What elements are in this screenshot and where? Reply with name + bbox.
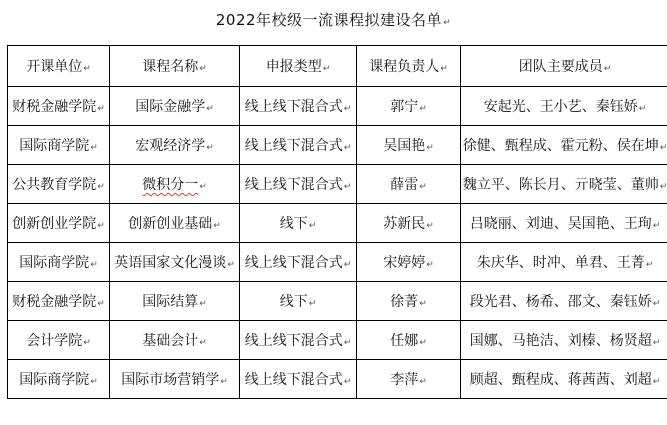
cell-text: 线上线下混合式 — [244, 333, 343, 349]
cell-text: 公共教育学院 — [12, 177, 97, 193]
header-label: 申报类型 — [265, 59, 322, 75]
paragraph-mark-icon: ↵ — [199, 64, 207, 74]
cell-unit — [8, 204, 110, 243]
paragraph-mark-icon: ↵ — [97, 182, 105, 192]
paragraph-mark-icon: ↵ — [90, 260, 98, 270]
table-row — [8, 282, 667, 321]
cell-course — [110, 243, 240, 282]
header-cell-lead — [357, 46, 461, 87]
cell-text: 创新创业基础 — [128, 216, 213, 232]
cell-text: 线上线下混合式 — [244, 177, 343, 193]
cell-lead — [357, 165, 461, 204]
table-row — [8, 321, 667, 360]
paragraph-mark-icon: ↵ — [419, 377, 427, 387]
cell-text: 薛雷 — [390, 177, 419, 193]
cell-text: 微积分一 — [142, 177, 199, 193]
cell-text: 郭宁 — [390, 99, 419, 115]
cell-unit — [8, 321, 110, 360]
cell-text: 段光君、杨希、邵文、秦钰娇 — [469, 294, 652, 310]
cell-lead — [357, 360, 461, 399]
cell-members — [461, 243, 667, 282]
header-label: 课程负责人 — [369, 59, 440, 75]
paragraph-mark-icon: ↵ — [443, 18, 452, 28]
cell-type — [240, 243, 357, 282]
paragraph-mark-icon: ↵ — [343, 338, 352, 348]
cell-text: 李萍 — [390, 372, 419, 388]
table-row — [8, 243, 667, 282]
paragraph-mark-icon: ↵ — [97, 104, 105, 114]
cell-text: 顾超、甄程成、蒋茜茜、刘超 — [469, 372, 652, 388]
paragraph-mark-icon: ↵ — [603, 64, 612, 74]
cell-lead — [357, 282, 461, 321]
cell-text: 国娜、马艳洁、刘榛、杨贤超 — [469, 333, 652, 349]
paragraph-mark-icon: ↵ — [308, 299, 317, 309]
cell-type — [240, 126, 357, 165]
cell-course — [110, 321, 240, 360]
cell-text: 国际金融学 — [135, 99, 206, 115]
cell-unit — [8, 360, 110, 399]
table-row — [8, 165, 667, 204]
document-title — [0, 9, 667, 30]
cell-lead — [357, 126, 461, 165]
cell-type — [240, 165, 357, 204]
paragraph-mark-icon: ↵ — [652, 377, 661, 387]
cell-text: 基础会计 — [142, 333, 199, 349]
cell-course — [110, 165, 240, 204]
cell-text: 线上线下混合式 — [244, 99, 343, 115]
cell-text: 线下 — [279, 216, 308, 232]
cell-text: 会计学院 — [26, 333, 83, 349]
cell-members — [461, 87, 667, 126]
cell-members — [461, 126, 667, 165]
paragraph-mark-icon: ↵ — [426, 221, 434, 231]
cell-type — [240, 282, 357, 321]
table-row — [8, 360, 667, 399]
cell-course — [110, 360, 240, 399]
cell-unit — [8, 126, 110, 165]
paragraph-mark-icon: ↵ — [199, 182, 207, 192]
cell-text: 吕晓丽、刘迪、吴国艳、王珣 — [469, 216, 652, 232]
cell-text: 创新创业学院 — [12, 216, 97, 232]
cell-text: 吴国艳 — [383, 138, 426, 154]
cell-text: 魏立平、陈长月、亓晓莹、董帅 — [462, 177, 659, 193]
cell-text: 徐健、甄程成、霍元粉、侯在坤 — [462, 138, 659, 154]
paragraph-mark-icon: ↵ — [645, 260, 654, 270]
paragraph-mark-icon: ↵ — [199, 338, 207, 348]
cell-members — [461, 282, 667, 321]
paragraph-mark-icon: ↵ — [440, 64, 448, 74]
paragraph-mark-icon: ↵ — [419, 182, 427, 192]
cell-type — [240, 321, 357, 360]
cell-text: 财税金融学院 — [12, 294, 97, 310]
cell-text: 英语国家文化漫谈 — [114, 255, 227, 271]
cell-course — [110, 282, 240, 321]
paragraph-mark-icon: ↵ — [213, 221, 221, 231]
cell-text: 苏新民 — [383, 216, 426, 232]
paragraph-mark-icon: ↵ — [659, 182, 667, 192]
cell-text: 国际市场营销学 — [121, 372, 220, 388]
header-cell-members — [461, 46, 667, 87]
header-label: 团队主要成员 — [518, 59, 603, 75]
paragraph-mark-icon: ↵ — [343, 143, 352, 153]
table-row — [8, 204, 667, 243]
paragraph-mark-icon: ↵ — [343, 104, 352, 114]
paragraph-mark-icon: ↵ — [90, 143, 98, 153]
cell-lead — [357, 204, 461, 243]
cell-course — [110, 126, 240, 165]
cell-unit — [8, 282, 110, 321]
paragraph-mark-icon: ↵ — [220, 377, 228, 387]
cell-lead — [357, 87, 461, 126]
paragraph-mark-icon: ↵ — [308, 221, 317, 231]
cell-text: 国际商学院 — [19, 255, 90, 271]
table-header-row — [8, 46, 667, 87]
cell-course — [110, 87, 240, 126]
cell-members — [461, 165, 667, 204]
paragraph-mark-icon: ↵ — [426, 143, 434, 153]
cell-text: 宏观经济学 — [135, 138, 206, 154]
cell-text: 徐菁 — [390, 294, 419, 310]
paragraph-mark-icon: ↵ — [199, 299, 207, 309]
table-row — [8, 126, 667, 165]
paragraph-mark-icon: ↵ — [206, 104, 214, 114]
paragraph-mark-icon: ↵ — [97, 299, 105, 309]
paragraph-mark-icon: ↵ — [419, 338, 427, 348]
header-label: 开课单位 — [26, 59, 83, 75]
paragraph-mark-icon: ↵ — [343, 182, 352, 192]
header-label: 课程名称 — [142, 59, 199, 75]
cell-text: 任娜 — [390, 333, 419, 349]
cell-type — [240, 360, 357, 399]
cell-text: 国际结算 — [142, 294, 199, 310]
paragraph-mark-icon: ↵ — [97, 221, 105, 231]
paragraph-mark-icon: ↵ — [652, 338, 661, 348]
cell-text: 国际商学院 — [19, 138, 90, 154]
paragraph-mark-icon: ↵ — [343, 377, 352, 387]
cell-members — [461, 360, 667, 399]
header-cell-course — [110, 46, 240, 87]
cell-members — [461, 204, 667, 243]
cell-text: 安起光、王小艺、秦钰娇 — [483, 99, 638, 115]
document-title-text: 2022年校级一流课程拟建设名单 — [215, 11, 443, 29]
cell-type — [240, 204, 357, 243]
cell-text: 线上线下混合式 — [244, 255, 343, 271]
course-table — [7, 45, 667, 399]
paragraph-mark-icon: ↵ — [83, 338, 91, 348]
cell-text: 财税金融学院 — [12, 99, 97, 115]
cell-text: 国际商学院 — [19, 372, 90, 388]
cell-unit — [8, 165, 110, 204]
paragraph-mark-icon: ↵ — [659, 143, 667, 153]
cell-unit — [8, 87, 110, 126]
cell-text: 朱庆华、时冲、单君、王菁 — [476, 255, 645, 271]
cell-members — [461, 321, 667, 360]
paragraph-mark-icon: ↵ — [206, 143, 214, 153]
paragraph-mark-icon: ↵ — [652, 221, 661, 231]
paragraph-mark-icon: ↵ — [343, 260, 352, 270]
cell-course — [110, 204, 240, 243]
paragraph-mark-icon: ↵ — [419, 299, 427, 309]
cell-lead — [357, 321, 461, 360]
header-cell-unit — [8, 46, 110, 87]
cell-unit — [8, 243, 110, 282]
cell-text: 宋婷婷 — [383, 255, 426, 271]
paragraph-mark-icon: ↵ — [638, 104, 647, 114]
cell-text: 线上线下混合式 — [244, 372, 343, 388]
paragraph-mark-icon: ↵ — [83, 64, 91, 74]
paragraph-mark-icon: ↵ — [419, 104, 427, 114]
cell-text: 线上线下混合式 — [244, 138, 343, 154]
paragraph-mark-icon: ↵ — [90, 377, 98, 387]
paragraph-mark-icon: ↵ — [652, 299, 661, 309]
table-row — [8, 87, 667, 126]
cell-type — [240, 87, 357, 126]
header-cell-type — [240, 46, 357, 87]
cell-lead — [357, 243, 461, 282]
paragraph-mark-icon: ↵ — [227, 260, 235, 270]
paragraph-mark-icon: ↵ — [322, 64, 331, 74]
cell-text: 线下 — [279, 294, 308, 310]
paragraph-mark-icon: ↵ — [426, 260, 434, 270]
